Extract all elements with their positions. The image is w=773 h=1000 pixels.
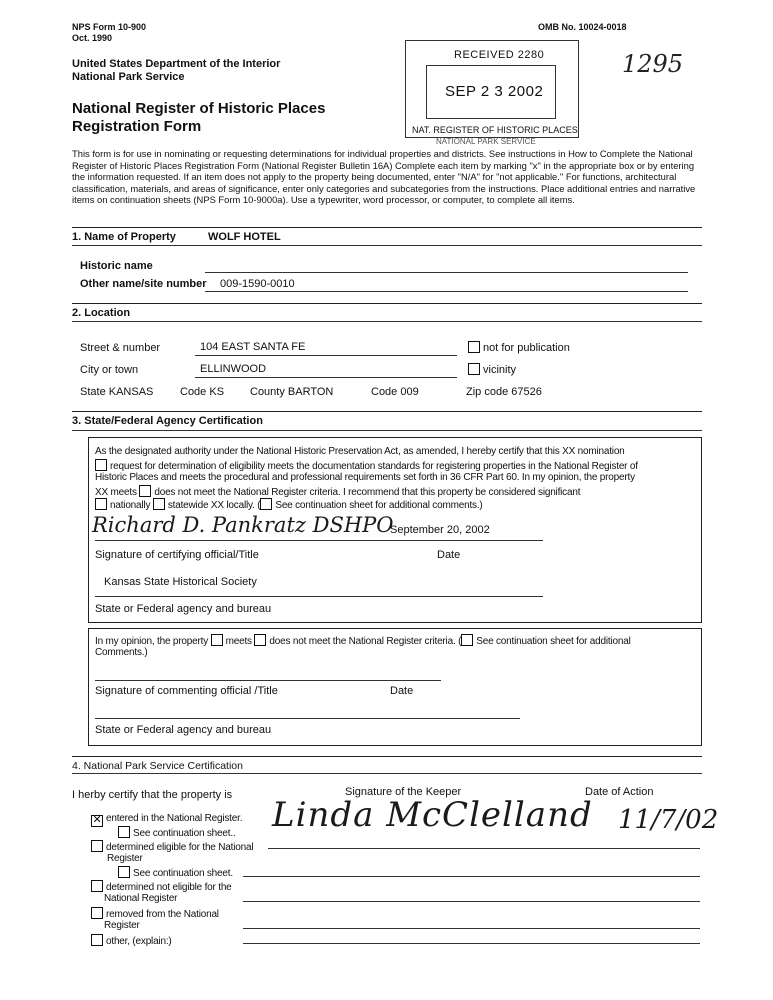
street-label: Street & number [80, 342, 161, 354]
option-eligible-label: determined eligible for the National [106, 842, 254, 853]
checkbox-icon[interactable]: ✕ [92, 814, 102, 826]
checkbox-icon[interactable] [95, 498, 107, 510]
option-removed-label: removed from the National [106, 909, 219, 920]
comment-agency-label: State or Federal agency and bureau [95, 724, 272, 736]
cert-line4-text: does not meet the National Register criteria. I recommend that this property be considered significant [154, 487, 581, 498]
option-not-eligible-label: determined not eligible for the [106, 882, 232, 893]
cert-line3: Historic Places and meets the procedural and professional requirements set forth in 36 CFR Part 60. In my opinion, the property [95, 472, 635, 483]
checkbox-icon[interactable] [260, 498, 272, 510]
option-removed[interactable] [91, 907, 219, 920]
divider [72, 773, 702, 774]
cert-continuation: See continuation sheet for additional comments.) [275, 500, 483, 511]
section2-heading: 2. Location [72, 307, 131, 319]
section3-heading: 3. State/Federal Agency Certification [72, 415, 263, 427]
opinion-property: In my opinion, the property [95, 636, 208, 647]
divider [72, 245, 702, 246]
cert-line5 [95, 498, 483, 511]
option-entered-label: entered in the National Register. [106, 813, 243, 824]
option-other-label: other, (explain:) [106, 936, 172, 947]
stamp-received: RECEIVED 2280 [454, 49, 545, 61]
checkbox-icon[interactable] [139, 485, 151, 497]
eligible-line[interactable] [268, 848, 700, 849]
stamp-line1: NAT. REGISTER OF HISTORIC PLACES [412, 125, 578, 135]
opinion-meets: meets [225, 636, 252, 647]
divider [72, 227, 702, 228]
action-date-label: Date of Action [585, 786, 654, 798]
department: United States Department of the Interior [72, 58, 281, 70]
service: National Park Service [72, 71, 185, 83]
continuation-line[interactable] [243, 876, 700, 877]
comment-agency-line[interactable] [95, 718, 520, 719]
cert-line2 [95, 459, 638, 472]
checkbox-icon[interactable] [95, 459, 107, 471]
checkbox-icon[interactable] [91, 934, 103, 946]
checkbox-icon[interactable] [91, 880, 103, 892]
agency-line [95, 596, 543, 597]
certify-label: I herby certify that the property is [72, 789, 233, 801]
form-number: NPS Form 10-900 [72, 22, 147, 32]
historic-name-field[interactable] [205, 272, 688, 273]
signature-label: Signature of certifying official/Title [95, 549, 259, 561]
divider [72, 430, 702, 431]
agency-value[interactable]: Kansas State Historical Society [104, 576, 257, 588]
option-eligible-continuation-label: See continuation sheet. [133, 868, 233, 879]
state-code[interactable]: Code KS [180, 386, 225, 398]
other-name-field [205, 291, 688, 292]
action-date: 11/7/02 [618, 805, 719, 835]
cert-meets: XX meets [95, 487, 137, 498]
state-value[interactable]: State KANSAS [80, 386, 154, 398]
checkbox-icon[interactable] [211, 634, 223, 646]
street-value[interactable]: 104 EAST SANTA FE [200, 341, 306, 353]
option-entered-continuation[interactable] [118, 826, 236, 839]
checkbox-icon[interactable] [118, 866, 130, 878]
opinion-does-not: does not meet the National Register criteria. ( [269, 636, 462, 647]
agency-label: State or Federal agency and bureau [95, 603, 272, 615]
option-eligible[interactable] [91, 840, 253, 853]
option-other[interactable] [91, 934, 172, 947]
comment-date-label: Date [390, 685, 414, 697]
checkbox-icon[interactable] [91, 840, 103, 852]
county-value[interactable]: County BARTON [250, 386, 334, 398]
not-for-publication[interactable] [468, 341, 570, 354]
removed-line[interactable] [243, 928, 700, 929]
date-label: Date [437, 549, 461, 561]
vicinity[interactable] [468, 363, 516, 376]
omb-number: OMB No. 10024-0018 [538, 22, 627, 32]
keeper-label: Signature of the Keeper [345, 786, 462, 798]
other-name-value[interactable]: 009-1590-0010 [220, 278, 295, 290]
street-field [195, 355, 457, 356]
cert-statewide: statewide XX locally. ( [167, 500, 261, 511]
not-for-publication-label: not for publication [483, 342, 570, 354]
cert-line4 [95, 485, 580, 498]
other-line[interactable] [243, 943, 700, 944]
page-title: National Register of Historic Places [72, 100, 326, 117]
opinion-continuation: See continuation sheet for additional [476, 636, 631, 647]
comment-signature-line[interactable] [95, 680, 441, 681]
option-entered[interactable] [91, 813, 242, 827]
opinion-line2: Comments.) [95, 647, 148, 658]
stamp-line2: NATIONAL PARK SERVICE [436, 137, 536, 146]
cert-nationally: nationally [110, 500, 151, 511]
divider [72, 303, 702, 304]
city-label: City or town [80, 364, 139, 376]
checkbox-icon[interactable] [468, 363, 480, 375]
option-eligible-line2: Register [107, 853, 143, 864]
option-removed-line2: Register [104, 920, 140, 931]
stamp-inner-box [426, 65, 556, 119]
county-code[interactable]: Code 009 [371, 386, 419, 398]
stamp-date: SEP 2 3 2002 [445, 83, 544, 100]
city-field [195, 377, 457, 378]
section4-heading: 4. National Park Service Certification [72, 760, 243, 772]
comment-signature-label: Signature of commenting official /Title [95, 685, 278, 697]
option-eligible-continuation[interactable] [118, 866, 233, 879]
not-eligible-line[interactable] [243, 901, 700, 902]
section1-heading: 1. Name of Property [72, 231, 176, 243]
checkbox-icon[interactable] [461, 634, 473, 646]
opinion-line1 [95, 634, 631, 647]
cert-line1: As the designated authority under the National Historic Preservation Act, as amended, I hereby certify that this XX nomination [95, 446, 625, 457]
divider [72, 756, 702, 757]
signature-line [95, 540, 543, 541]
historic-name-label: Historic name [80, 260, 153, 272]
certifying-signature: Richard D. Pankratz DSHPO [92, 513, 394, 537]
checkbox-icon[interactable] [118, 826, 130, 838]
instructions: This form is for use in nominating or requesting determinations for individual properties and districts. See instructions in How to Complete the National Register of Historic Places Registration Form (National Register Bulletin 16A) Complete each item by marking "x" in the appropriate box or by entering the information requested. If an item does not apply to the property being documented, enter "N/A" for "not applicable." For functions, architectural classification, materials, and areas of significance, enter only categories and subcategories from the instructions. Place additional entries and narrative items on continuation sheets (NPS Form 10-9000a). Use a typewriter, word processor, or computer, to complete all items. [72, 148, 696, 205]
form-date: Oct. 1990 [72, 33, 113, 43]
received-stamp [405, 40, 579, 138]
handwritten-number: 1295 [622, 50, 684, 78]
vicinity-label: vicinity [483, 364, 517, 376]
cert-line2-text: request for determination of eligibility meets the documentation standards for registering properties in the National Register of [110, 461, 638, 472]
page-subtitle: Registration Form [72, 118, 202, 135]
checkbox-icon[interactable] [254, 634, 266, 646]
signature-date: September 20, 2002 [390, 524, 490, 536]
checkbox-icon[interactable] [468, 341, 480, 353]
option-not-eligible[interactable] [91, 880, 232, 893]
keeper-signature: Linda McClelland [272, 795, 593, 835]
other-name-label: Other name/site number [80, 278, 207, 290]
zip-code[interactable]: Zip code 67526 [466, 386, 542, 398]
checkbox-icon[interactable] [91, 907, 103, 919]
property-name: WOLF HOTEL [208, 231, 281, 243]
city-value[interactable]: ELLINWOOD [200, 363, 267, 375]
checkbox-icon[interactable] [153, 498, 165, 510]
option-entered-continuation-label: See continuation sheet.. [133, 828, 236, 839]
option-not-eligible-line2: National Register [104, 893, 178, 904]
divider [72, 411, 702, 412]
divider [72, 321, 702, 322]
